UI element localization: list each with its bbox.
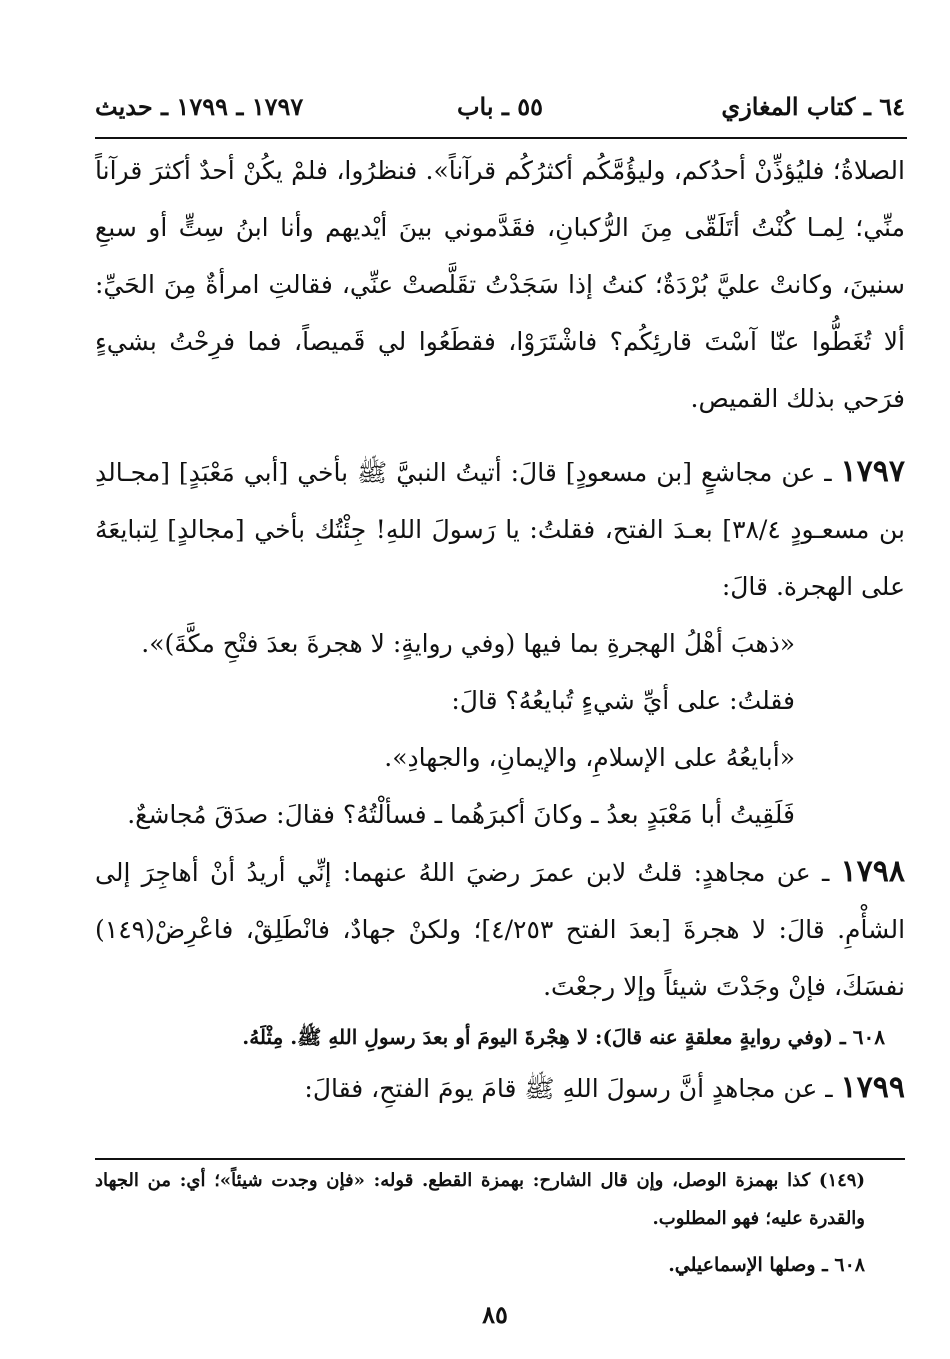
quote-line-1: «ذهبَ أهْلُ الهجرةِ بما فيها (وفي روايةٍ: لا هجرةَ بعدَ فتْحِ مكَّةَ)». — [141, 629, 795, 658]
running-header — [95, 92, 905, 132]
hadith-1799 — [95, 1059, 905, 1117]
hadith-number-1799: ١٧٩٩ — [840, 1070, 905, 1105]
header-chapter: ٦٤ ـ كتاب المغازي — [721, 92, 905, 121]
hadith-number-1798: ١٧٩٨ — [840, 854, 905, 889]
page-number: ٨٥ — [482, 1300, 508, 1329]
hadith-1798-text: ـ عن مجاهدٍ: قلتُ لابن عمرَ رضيَ اللهُ عنهما: إنِّي أريدُ أنْ أهاجِرَ إلى الشأْمِ. قالَ: لا هجرةَ [بعدَ الفتح ٤/٢٥٣]؛ ولكنْ جهادٌ، فانْطَلِقْ، فاعْرِضْ(١٤٩) نفسَكَ، فإنْ وجَدْتَ شيئاً وإلا رجعْتَ. — [95, 858, 906, 1001]
header-divider — [95, 137, 907, 139]
hadith-1797-text: ـ عن مجاشعٍ [بن مسعودٍ] قالَ: أتيتُ النبيَّ ﷺ بأخي [أبي مَعْبَدٍ] [مجـالدِ بن مسعـودٍ ٣٨/٤] بعـدَ الفتح، فقلتُ: يا رَسولَ اللهِ! جِئْتُك بأخي [مجالدٍ] لِتبايعَهُ على الهجرة. قالَ: — [95, 458, 905, 601]
footnote-149: (١٤٩) كذا بهمزة الوصل، وإن قال الشارح: بهمزة القطع. قوله: «فإن وجدت شيئاً»؛ أي: من الجهاد والقدرة عليه؛ فهو المطلوب. — [95, 1170, 865, 1229]
hadith-1799-text: ـ عن مجاهدٍ أنَّ رسولَ اللهِ ﷺ قامَ يومَ الفتحِ، فقالَ: — [304, 1074, 841, 1103]
narration-note-608: ٦٠٨ ـ (وفي روايةٍ معلقةٍ عنه قالَ): لا هِجْرةَ اليومَ أو بعدَ رسولِ اللهِ ﷺ. مِثْلَهُ. — [242, 1025, 885, 1049]
hadith-number-1797: ١٧٩٧ — [840, 454, 905, 489]
header-hadith-range: ١٧٩٧ ـ ١٧٩٩ ـ حديث — [95, 92, 304, 121]
header-section: ٥٥ ـ باب — [456, 92, 544, 121]
quote-line-3: «أبايعُهُ على الإسلامِ، والإيمانِ، والجهادِ». — [384, 743, 795, 772]
footnote-608: ٦٠٨ ـ وصلها الإسماعيلي. — [668, 1254, 865, 1276]
footnotes — [95, 1162, 905, 1284]
hadith-1798 — [95, 843, 905, 1015]
paragraph-continuation: الصلاةُ؛ فليُؤذِّنْ أحدُكم، وليؤُمَّكُم أكثرُكُم قرآناً». فنظرُوا، فلمْ يكُنْ أحدٌ أكثرَ قرآناً منِّي؛ لِمـا كُنْتُ أتَلَقّى مِنَ الرُّكبانِ، فقَدَّموني بينَ أيْديهم وأنا ابنُ سِتٍّ أو سبعِ سنينَ، وكانتْ عليَّ بُرْدَةٌ؛ كنتُ إذا سَجَدْتُ تقَلَّصتْ عنِّي، فقالتِ امرأةٌ مِنَ الحَيِّ: ألا تُغَطُّوا عنّا آسْتَ قارئِكُم؟ فاشْتَرَوْا، فقطَعُوا لي قَميصاً، فما فرِحْتُ بشيءٍ فرَحي بذلك القميص. — [95, 156, 905, 413]
quote-line-2: فقلتُ: على أيِّ شيءٍ تُبايعُهُ؟ قالَ: — [451, 686, 795, 715]
hadith-1797 — [95, 443, 905, 615]
footnote-divider — [95, 1158, 905, 1160]
main-text — [95, 142, 905, 1117]
quote-line-4: فَلَقِيتُ أبا مَعْبَدٍ بعدُ ـ وكانَ أكبرَهُما ـ فسألْتُهُ؟ فقالَ: صدَقَ مُجاشعٌ. — [127, 800, 795, 829]
